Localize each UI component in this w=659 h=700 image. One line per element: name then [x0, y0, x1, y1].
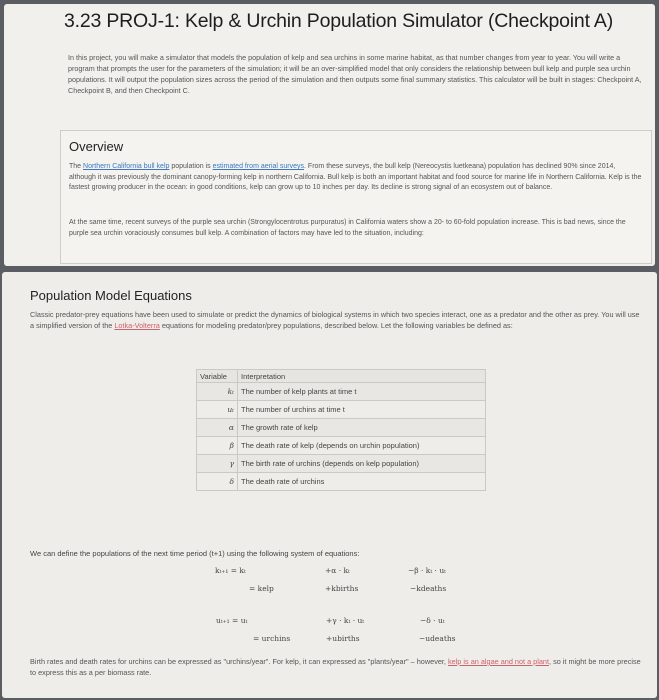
table-row [197, 401, 486, 419]
variable-symbol: γ [197, 455, 238, 473]
urchin-equation-deaths: −udeaths [419, 634, 456, 643]
urchin-equation-name: = urchins [253, 634, 291, 643]
lotka-volterra-link[interactable]: Lotka-Volterra [114, 321, 160, 330]
urchin-equation-plus: +γ · kₜ · uₜ [326, 616, 365, 625]
kelp-equation-deaths: −kdeaths [410, 584, 447, 593]
ov-p1-mid: population is [169, 163, 213, 170]
kelp-equation-births: +kbirths [325, 584, 359, 593]
footer-paragraph [30, 656, 645, 678]
population-model-heading: Population Model Equations [30, 288, 192, 303]
ov-p1-pre: The [69, 163, 84, 170]
kelp-equation-name: = kelp [249, 584, 274, 593]
kelp-equation-plus: +α · kₜ [325, 566, 350, 575]
variable-symbol: uₜ [197, 401, 238, 419]
urchin-equation-births: +ubirths [326, 634, 360, 643]
page-title: 3.23 PROJ-1: Kelp & Urchin Population Simulator (Checkpoint A) [64, 10, 614, 32]
kelp-equation-lhs: kₜ₊₁ = kₜ [215, 566, 246, 575]
table-row [197, 455, 486, 473]
ov-p1-post: . From these surveys, the bull kelp (Nereocystis luetkeana) population has declined 90% since 2014, although it was previously the dominant canopy-forming kelp in northern California. Bull kelp is both an important habitat and food source for marine life in Northern California. Kelp is the fastest growing producer in the ocean: in good conditions, kelp can grow up to 10 inches per day. Its decline is strong signal of an ecosystem out of balance. [69, 163, 642, 192]
variable-interpretation: The birth rate of urchins (depends on kelp population) [238, 455, 486, 473]
variables-table [196, 369, 486, 491]
population-model-paragraph [30, 309, 640, 331]
footer-pre: Birth rates and death rates for urchins can be expressed as "urchins/year". For kelp, it can expressed as "plants/year" – however, [30, 657, 448, 666]
footer-post: , so it might be more precise to express this as a per biomass rate. [30, 657, 641, 677]
variable-interpretation: The death rate of kelp (depends on urchin population) [238, 437, 486, 455]
variable-symbol: δ [197, 473, 238, 491]
variable-symbol: α [197, 419, 238, 437]
variable-interpretation: The death rate of urchins [238, 473, 486, 491]
variable-symbol: β [197, 437, 238, 455]
intro-paragraph: In this project, you will make a simulator that models the population of kelp and sea urchins in some marine habitat, as that number changes from year to year. You will write a program that prompts the user for the parameters of the simulation; it will be an over-simplified model that only considers the relationship between bull kelp and purple sea urchin populations. It will output the population sizes across the period of the simulation and then outputs some final summary statistics. This calculator will be built in stages: Checkpoint A, Checkpoint B, and then Checkpoint C. [68, 53, 642, 95]
table-row [197, 437, 486, 455]
table-row [197, 383, 486, 401]
urchin-equation-lhs: uₜ₊₁ = uₜ [216, 616, 248, 625]
table-header-interpretation: Interpretation [238, 370, 486, 383]
variable-symbol: kₜ [197, 383, 238, 401]
overview-paragraph-2: At the same time, recent surveys of the purple sea urchin (Strongylocentrotus purpuratus) in California waters show a 20- to 60-fold population increase. This is bad news, since the purple sea urchin voraciously consumes bull kelp. A combination of factors may have led to the situation, including: [69, 219, 626, 237]
variable-interpretation: The growth rate of kelp [238, 419, 486, 437]
kelp-algae-link[interactable]: kelp is an algae and not a plant [447, 657, 550, 666]
table-row [197, 419, 486, 437]
table-header-variable: Variable [197, 370, 238, 383]
aerial-surveys-link[interactable]: estimated from aerial surveys [212, 163, 305, 170]
overview-heading: Overview [69, 139, 124, 154]
urchin-equation-minus: −δ · uₜ [420, 616, 445, 625]
table-row [197, 473, 486, 491]
bull-kelp-link[interactable]: Northern California bull kelp [83, 163, 170, 170]
overview-paragraph-1 [69, 162, 643, 194]
pm-p-post: equations for modeling predator/prey populations, described below. Let the following variables be defined as: [159, 321, 513, 330]
equations-intro: We can define the populations of the next time period (t+1) using the following system of equations: [30, 549, 360, 558]
variable-interpretation: The number of urchins at time t [238, 401, 486, 419]
variable-interpretation: The number of kelp plants at time t [238, 383, 486, 401]
kelp-equation-minus: −β · kₜ · uₜ [408, 566, 446, 575]
pm-p-pre: Classic predator-prey equations have been used to simulate or predict the dynamics of biological systems in which two species interact, one as a predator and the other as prey. You will use a simplified version of the [30, 310, 640, 330]
table-header-row [197, 370, 486, 383]
overview-section [60, 130, 652, 264]
